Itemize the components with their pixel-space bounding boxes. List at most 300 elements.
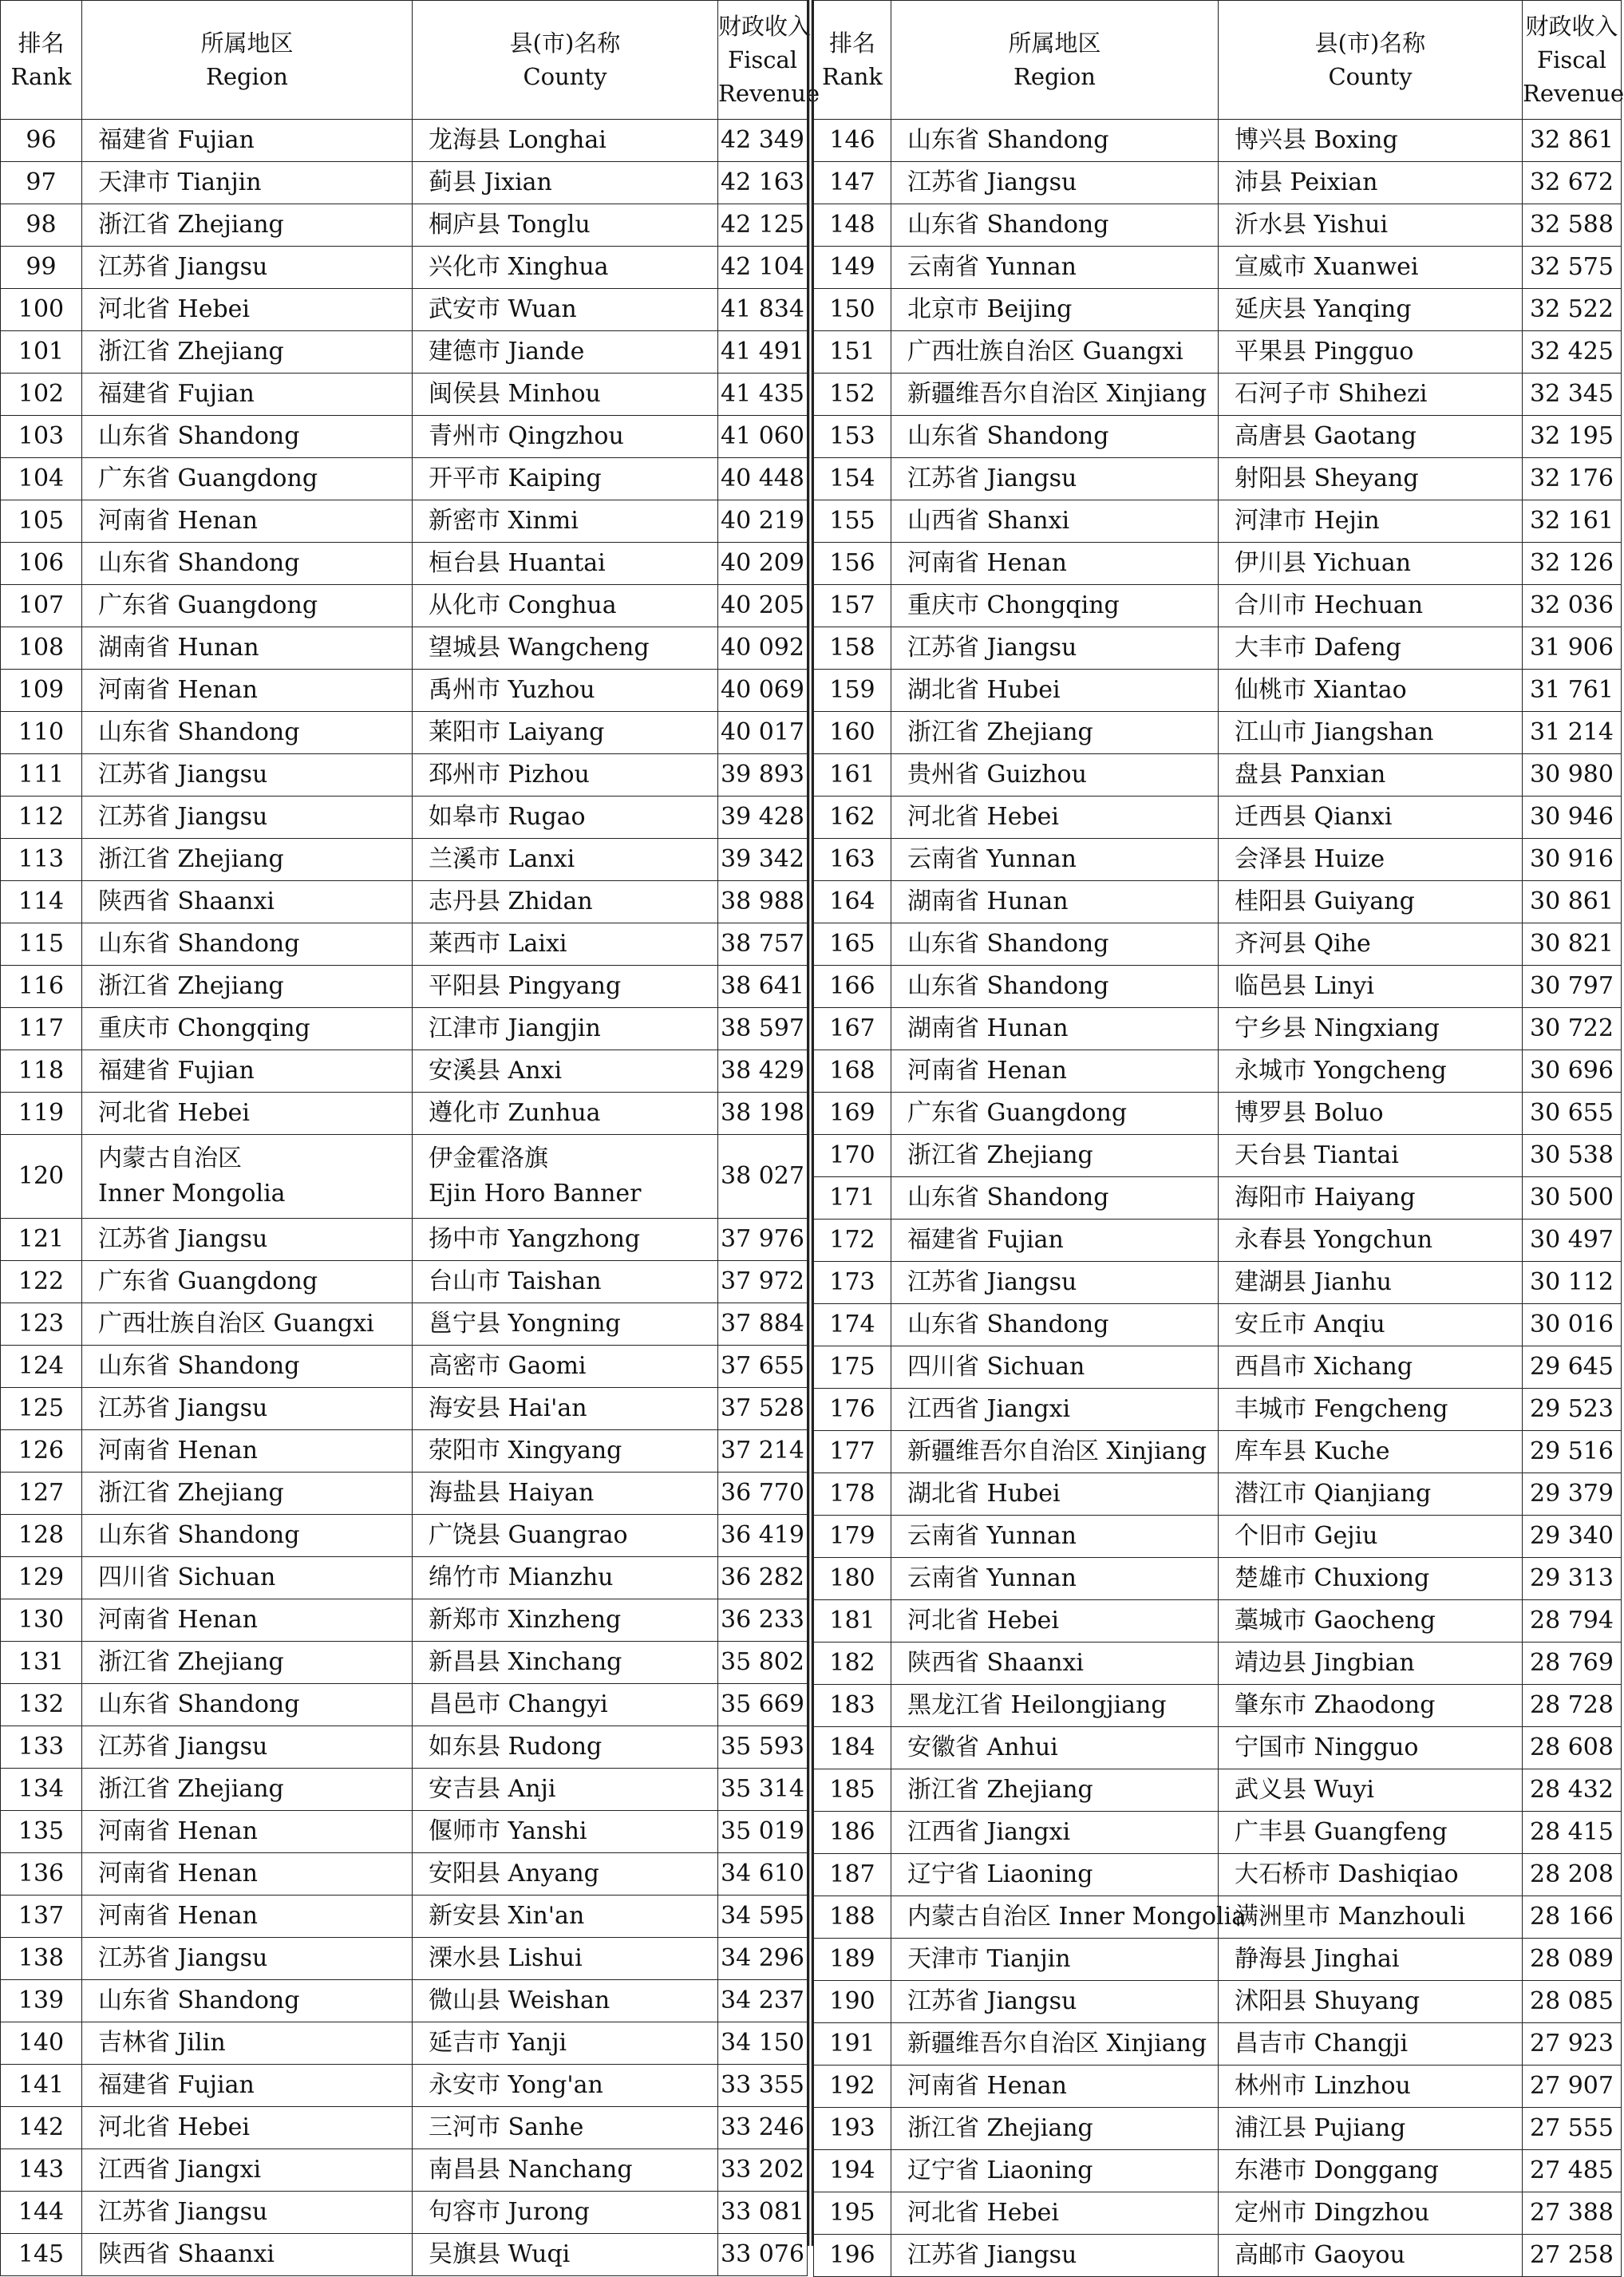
county-cell: 博兴县 Boxing — [1219, 120, 1523, 162]
rank-cell: 192 — [814, 2066, 891, 2108]
county-cell: 溧水县 Lishui — [413, 1938, 718, 1980]
rank-cell: 164 — [814, 881, 891, 923]
revenue-cell: 30 821 — [1523, 923, 1622, 966]
revenue-cell: 29 645 — [1523, 1346, 1622, 1389]
revenue-cell: 30 696 — [1523, 1050, 1622, 1093]
region-cell: 河南省 Henan — [82, 1430, 413, 1473]
county-cell: 南昌县 Nanchang — [413, 2149, 718, 2192]
revenue-cell: 30 497 — [1523, 1220, 1622, 1262]
county-cell: 高密市 Gaomi — [413, 1346, 718, 1388]
county-cell: 安吉县 Anji — [413, 1769, 718, 1811]
county-cell: 微山县 Weishan — [413, 1980, 718, 2022]
rank-cell: 120 — [1, 1135, 82, 1219]
revenue-cell: 28 415 — [1523, 1812, 1622, 1854]
county-cell: 遵化市 Zunhua — [413, 1093, 718, 1135]
revenue-cell: 38 597 — [718, 1008, 808, 1050]
revenue-cell: 33 076 — [718, 2234, 808, 2276]
region-cell: 重庆市 Chongqing — [82, 1008, 413, 1050]
revenue-cell: 36 770 — [718, 1473, 808, 1515]
revenue-cell: 41 491 — [718, 331, 808, 374]
county-cell: 莱西市 Laixi — [413, 923, 718, 966]
region-cell: 山东省 Shandong — [82, 416, 413, 458]
county-cell: 武义县 Wuyi — [1219, 1769, 1523, 1812]
rank-cell: 115 — [1, 923, 82, 966]
region-cell: 福建省 Fujian — [82, 374, 413, 416]
revenue-cell: 40 017 — [718, 712, 808, 754]
rank-cell: 140 — [1, 2022, 82, 2065]
rank-cell: 171 — [814, 1177, 891, 1220]
county-cell: 盘县 Panxian — [1219, 754, 1523, 797]
revenue-cell: 34 610 — [718, 1853, 808, 1896]
revenue-cell: 35 593 — [718, 1726, 808, 1769]
county-cell: 石河子市 Shihezi — [1219, 374, 1523, 416]
region-cell: 江苏省 Jiangsu — [891, 162, 1219, 204]
county-cell: 藁城市 Gaocheng — [1219, 1600, 1523, 1643]
rank-cell: 161 — [814, 754, 891, 797]
revenue-cell: 32 176 — [1523, 458, 1622, 500]
revenue-cell: 39 893 — [718, 754, 808, 797]
rank-cell: 169 — [814, 1093, 891, 1135]
region-cell: 吉林省 Jilin — [82, 2022, 413, 2065]
rank-cell: 145 — [1, 2234, 82, 2276]
revenue-cell: 27 258 — [1523, 2235, 1622, 2277]
county-cell: 三河市 Sanhe — [413, 2107, 718, 2149]
rank-cell: 182 — [814, 1643, 891, 1685]
revenue-cell: 32 161 — [1523, 500, 1622, 543]
rank-cell: 117 — [1, 1008, 82, 1050]
county-cell: 大丰市 Dafeng — [1219, 627, 1523, 670]
county-cell: 海盐县 Haiyan — [413, 1473, 718, 1515]
revenue-cell: 32 672 — [1523, 162, 1622, 204]
revenue-cell: 31 214 — [1523, 712, 1622, 754]
county-cell: 定州市 Dingzhou — [1219, 2192, 1523, 2235]
rank-cell: 174 — [814, 1304, 891, 1346]
region-cell: 浙江省 Zhejiang — [82, 839, 413, 881]
revenue-cell: 38 757 — [718, 923, 808, 966]
county-cell: 建湖县 Jianhu — [1219, 1262, 1523, 1304]
rank-cell: 147 — [814, 162, 891, 204]
rank-cell: 133 — [1, 1726, 82, 1769]
region-cell: 江苏省 Jiangsu — [82, 754, 413, 797]
county-cell: 广丰县 Guangfeng — [1219, 1812, 1523, 1854]
revenue-cell: 33 246 — [718, 2107, 808, 2149]
rank-cell: 166 — [814, 966, 891, 1008]
region-cell: 河北省 Hebei — [82, 1093, 413, 1135]
region-cell: 山东省 Shandong — [82, 1515, 413, 1557]
county-cell: 高邮市 Gaoyou — [1219, 2235, 1523, 2277]
revenue-cell: 36 419 — [718, 1515, 808, 1557]
rank-cell: 104 — [1, 458, 82, 500]
rank-cell: 156 — [814, 543, 891, 585]
revenue-cell: 40 205 — [718, 585, 808, 627]
rank-cell: 188 — [814, 1896, 891, 1939]
rank-cell: 181 — [814, 1600, 891, 1643]
rank-cell: 113 — [1, 839, 82, 881]
rank-cell: 165 — [814, 923, 891, 966]
region-cell: 浙江省 Zhejiang — [82, 1769, 413, 1811]
county-cell: 东港市 Donggang — [1219, 2150, 1523, 2192]
region-cell: 江西省 Jiangxi — [891, 1812, 1219, 1854]
county-cell: 武安市 Wuan — [413, 289, 718, 331]
rank-cell: 163 — [814, 839, 891, 881]
county-cell: 安阳县 Anyang — [413, 1853, 718, 1896]
revenue-cell: 27 907 — [1523, 2066, 1622, 2108]
rank-cell: 155 — [814, 500, 891, 543]
rank-cell: 118 — [1, 1050, 82, 1093]
rank-cell: 142 — [1, 2107, 82, 2149]
region-cell: 河北省 Hebei — [82, 289, 413, 331]
county-header: 县(市)名称 County — [413, 1, 718, 120]
revenue-cell: 27 555 — [1523, 2108, 1622, 2150]
county-cell: 安溪县 Anxi — [413, 1050, 718, 1093]
rank-cell: 168 — [814, 1050, 891, 1093]
county-cell: 闽侯县 Minhou — [413, 374, 718, 416]
county-cell: 桂阳县 Guiyang — [1219, 881, 1523, 923]
region-cell: 江苏省 Jiangsu — [82, 1388, 413, 1430]
revenue-cell: 28 166 — [1523, 1896, 1622, 1939]
rank-cell: 143 — [1, 2149, 82, 2192]
revenue-cell: 32 522 — [1523, 289, 1622, 331]
rank-cell: 177 — [814, 1431, 891, 1473]
rank-cell: 170 — [814, 1135, 891, 1177]
county-cell: 伊川县 Yichuan — [1219, 543, 1523, 585]
rank-cell: 122 — [1, 1261, 82, 1303]
county-cell: 海安县 Hai'an — [413, 1388, 718, 1430]
revenue-cell: 33 355 — [718, 2065, 808, 2107]
county-cell: 台山市 Taishan — [413, 1261, 718, 1303]
region-cell: 湖南省 Hunan — [891, 1008, 1219, 1050]
county-cell: 青州市 Qingzhou — [413, 416, 718, 458]
county-cell: 永春县 Yongchun — [1219, 1220, 1523, 1262]
rank-cell: 151 — [814, 331, 891, 374]
region-cell: 山东省 Shandong — [891, 1304, 1219, 1346]
region-cell: 山东省 Shandong — [82, 923, 413, 966]
region-cell: 云南省 Yunnan — [891, 1558, 1219, 1600]
region-cell: 湖北省 Hubei — [891, 670, 1219, 712]
revenue-cell: 32 588 — [1523, 204, 1622, 247]
rank-cell: 149 — [814, 247, 891, 289]
region-cell: 四川省 Sichuan — [891, 1346, 1219, 1389]
revenue-cell: 38 641 — [718, 966, 808, 1008]
revenue-cell: 38 988 — [718, 881, 808, 923]
revenue-cell: 42 104 — [718, 247, 808, 289]
revenue-cell: 40 092 — [718, 627, 808, 670]
revenue-cell: 35 802 — [718, 1642, 808, 1684]
county-en: Ejin Horo Banner — [429, 1180, 642, 1208]
region-cell: 河南省 Henan — [891, 2066, 1219, 2108]
revenue-cell: 39 428 — [718, 797, 808, 839]
county-cell: 绵竹市 Mianzhu — [413, 1557, 718, 1599]
region-cell: 湖北省 Hubei — [891, 1473, 1219, 1516]
region-cell: 重庆市 Chongqing — [891, 585, 1219, 627]
region-cell: 浙江省 Zhejiang — [891, 2108, 1219, 2150]
rank-cell: 99 — [1, 247, 82, 289]
county-cell: 平阳县 Pingyang — [413, 966, 718, 1008]
rank-header: 排名 Rank — [814, 1, 891, 120]
region-cell: 山东省 Shandong — [82, 1346, 413, 1388]
county-cell: 安丘市 Anqiu — [1219, 1304, 1523, 1346]
region-cell: 江苏省 Jiangsu — [891, 1262, 1219, 1304]
county-cell: 昌邑市 Changyi — [413, 1684, 718, 1726]
rank-cell: 150 — [814, 289, 891, 331]
revenue-cell: 31 906 — [1523, 627, 1622, 670]
county-cell: 肇东市 Zhaodong — [1219, 1685, 1523, 1727]
region-cell: 江苏省 Jiangsu — [891, 2235, 1219, 2277]
county-cell: 建德市 Jiande — [413, 331, 718, 374]
county-cell: 禹州市 Yuzhou — [413, 670, 718, 712]
revenue-header: 财政收入 Fiscal Revenue — [718, 1, 808, 120]
rank-cell: 195 — [814, 2192, 891, 2235]
rank-cell: 187 — [814, 1854, 891, 1896]
county-cell: 开平市 Kaiping — [413, 458, 718, 500]
county-cell: 延庆县 Yanqing — [1219, 289, 1523, 331]
revenue-cell: 28 208 — [1523, 1854, 1622, 1896]
county-cell: 如东县 Rudong — [413, 1726, 718, 1769]
rank-cell: 132 — [1, 1684, 82, 1726]
county-cell: 博罗县 Boluo — [1219, 1093, 1523, 1135]
revenue-cell: 37 528 — [718, 1388, 808, 1430]
rank-cell: 172 — [814, 1220, 891, 1262]
region-header: 所属地区 Region — [891, 1, 1219, 120]
region-cell: 江苏省 Jiangsu — [82, 1726, 413, 1769]
region-cell: 贵州省 Guizhou — [891, 754, 1219, 797]
region-cell: 河南省 Henan — [82, 670, 413, 712]
rank-cell: 107 — [1, 585, 82, 627]
rank-cell: 101 — [1, 331, 82, 374]
revenue-cell: 30 946 — [1523, 797, 1622, 839]
revenue-cell: 32 195 — [1523, 416, 1622, 458]
county-cell: 个旧市 Gejiu — [1219, 1516, 1523, 1558]
revenue-cell: 32 575 — [1523, 247, 1622, 289]
rank-cell: 191 — [814, 2023, 891, 2066]
region-cell: 内蒙古自治区 Inner Mongolia — [891, 1896, 1219, 1939]
region-cell: 江苏省 Jiangsu — [891, 458, 1219, 500]
rank-cell: 186 — [814, 1812, 891, 1854]
rank-cell: 105 — [1, 500, 82, 543]
county-cell: 从化市 Conghua — [413, 585, 718, 627]
region-cell: 云南省 Yunnan — [891, 1516, 1219, 1558]
county-cell: 兴化市 Xinghua — [413, 247, 718, 289]
county-cell: 龙海县 Longhai — [413, 120, 718, 162]
county-cell: 兰溪市 Lanxi — [413, 839, 718, 881]
revenue-cell: 40 219 — [718, 500, 808, 543]
rank-cell: 153 — [814, 416, 891, 458]
region-cell: 新疆维吾尔自治区 Xinjiang — [891, 374, 1219, 416]
region-cell: 湖南省 Hunan — [891, 881, 1219, 923]
revenue-cell: 42 349 — [718, 120, 808, 162]
region-cell: 江苏省 Jiangsu — [82, 2192, 413, 2234]
region-cell: 江苏省 Jiangsu — [82, 797, 413, 839]
revenue-cell: 42 163 — [718, 162, 808, 204]
rank-cell: 124 — [1, 1346, 82, 1388]
revenue-cell: 30 916 — [1523, 839, 1622, 881]
region-cell: 山东省 Shandong — [82, 543, 413, 585]
county-cell: 延吉市 Yanji — [413, 2022, 718, 2065]
region-cell: 福建省 Fujian — [82, 2065, 413, 2107]
county-cell: 新密市 Xinmi — [413, 500, 718, 543]
revenue-cell: 30 655 — [1523, 1093, 1622, 1135]
rank-cell: 167 — [814, 1008, 891, 1050]
revenue-cell: 28 089 — [1523, 1939, 1622, 1981]
county-cell: 丰城市 Fengcheng — [1219, 1389, 1523, 1431]
county-zh: 伊金霍洛旗 — [429, 1144, 548, 1172]
rank-cell: 175 — [814, 1346, 891, 1389]
revenue-cell: 30 500 — [1523, 1177, 1622, 1220]
region-cell: 浙江省 Zhejiang — [891, 712, 1219, 754]
rank-cell: 127 — [1, 1473, 82, 1515]
revenue-cell: 29 340 — [1523, 1516, 1622, 1558]
region-cell: 河北省 Hebei — [891, 2192, 1219, 2235]
county-cell: 静海县 Jinghai — [1219, 1939, 1523, 1981]
region-cell: 河北省 Hebei — [891, 1600, 1219, 1643]
region-cell: 江苏省 Jiangsu — [82, 247, 413, 289]
county-cell: 句容市 Jurong — [413, 2192, 718, 2234]
region-cell: 广东省 Guangdong — [82, 585, 413, 627]
revenue-cell: 27 388 — [1523, 2192, 1622, 2235]
region-cell: 山西省 Shanxi — [891, 500, 1219, 543]
revenue-header: 财政收入 Fiscal Revenue — [1523, 1, 1622, 120]
region-cell: 天津市 Tianjin — [82, 162, 413, 204]
revenue-cell: 35 669 — [718, 1684, 808, 1726]
revenue-cell: 37 214 — [718, 1430, 808, 1473]
county-cell: 林州市 Linzhou — [1219, 2066, 1523, 2108]
region-cell: 山东省 Shandong — [891, 416, 1219, 458]
rank-cell: 194 — [814, 2150, 891, 2192]
county-cell: 吴旗县 Wuqi — [413, 2234, 718, 2276]
rank-cell: 138 — [1, 1938, 82, 1980]
rank-cell: 176 — [814, 1389, 891, 1431]
county-cell: 蓟县 Jixian — [413, 162, 718, 204]
region-cell: 河南省 Henan — [891, 1050, 1219, 1093]
region-cell: 浙江省 Zhejiang — [82, 331, 413, 374]
revenue-cell: 38 429 — [718, 1050, 808, 1093]
county-cell: 望城县 Wangcheng — [413, 627, 718, 670]
rank-cell: 129 — [1, 1557, 82, 1599]
county-cell: 志丹县 Zhidan — [413, 881, 718, 923]
region-cell: 江苏省 Jiangsu — [891, 1981, 1219, 2023]
revenue-cell: 37 976 — [718, 1219, 808, 1261]
revenue-cell: 28 769 — [1523, 1643, 1622, 1685]
region-cell: 天津市 Tianjin — [891, 1939, 1219, 1981]
rank-cell: 114 — [1, 881, 82, 923]
county-cell: 宁乡县 Ningxiang — [1219, 1008, 1523, 1050]
rank-cell: 111 — [1, 754, 82, 797]
county-cell: 宁国市 Ningguo — [1219, 1727, 1523, 1769]
rank-cell: 137 — [1, 1896, 82, 1938]
county-header: 县(市)名称 County — [1219, 1, 1523, 120]
region-cell: 河南省 Henan — [82, 1811, 413, 1853]
region-cell: 广西壮族自治区 Guangxi — [891, 331, 1219, 374]
revenue-cell: 35 314 — [718, 1769, 808, 1811]
revenue-cell: 35 019 — [718, 1811, 808, 1853]
county-cell: 高唐县 Gaotang — [1219, 416, 1523, 458]
region-cell: 湖南省 Hunan — [82, 627, 413, 670]
revenue-cell: 32 126 — [1523, 543, 1622, 585]
county-cell: 楚雄市 Chuxiong — [1219, 1558, 1523, 1600]
region-header: 所属地区 Region — [82, 1, 413, 120]
county-cell: 库车县 Kuche — [1219, 1431, 1523, 1473]
county-cell: 桓台县 Huantai — [413, 543, 718, 585]
region-cell: 江西省 Jiangxi — [82, 2149, 413, 2192]
revenue-cell: 30 016 — [1523, 1304, 1622, 1346]
revenue-cell: 37 972 — [718, 1261, 808, 1303]
county-cell: 平果县 Pingguo — [1219, 331, 1523, 374]
region-cell: 河南省 Henan — [82, 500, 413, 543]
county-cell: 广饶县 Guangrao — [413, 1515, 718, 1557]
region-cell: 河南省 Henan — [82, 1599, 413, 1642]
rank-cell: 106 — [1, 543, 82, 585]
revenue-cell: 34 150 — [718, 2022, 808, 2065]
rank-cell: 159 — [814, 670, 891, 712]
region-cell: 福建省 Fujian — [82, 1050, 413, 1093]
region-cell: 安徽省 Anhui — [891, 1727, 1219, 1769]
rank-cell: 179 — [814, 1516, 891, 1558]
rank-cell: 162 — [814, 797, 891, 839]
county-cell: 沂水县 Yishui — [1219, 204, 1523, 247]
county-cell: 迁西县 Qianxi — [1219, 797, 1523, 839]
revenue-cell: 40 209 — [718, 543, 808, 585]
county-cell: 邳州市 Pizhou — [413, 754, 718, 797]
region-cell: 广西壮族自治区 Guangxi — [82, 1303, 413, 1346]
county-cell: 海阳市 Haiyang — [1219, 1177, 1523, 1220]
revenue-cell: 32 036 — [1523, 585, 1622, 627]
revenue-cell: 29 313 — [1523, 1558, 1622, 1600]
revenue-cell: 39 342 — [718, 839, 808, 881]
rank-cell: 108 — [1, 627, 82, 670]
rank-cell: 97 — [1, 162, 82, 204]
rank-cell: 139 — [1, 1980, 82, 2022]
region-cell: 山东省 Shandong — [82, 712, 413, 754]
rank-cell: 190 — [814, 1981, 891, 2023]
region-cell: 新疆维吾尔自治区 Xinjiang — [891, 2023, 1219, 2066]
county-cell: 宣威市 Xuanwei — [1219, 247, 1523, 289]
revenue-cell: 34 296 — [718, 1938, 808, 1980]
rank-header: 排名 Rank — [1, 1, 82, 120]
rank-cell: 130 — [1, 1599, 82, 1642]
county-cell: 永城市 Yongcheng — [1219, 1050, 1523, 1093]
revenue-cell: 41 060 — [718, 416, 808, 458]
county-cell: 偃师市 Yanshi — [413, 1811, 718, 1853]
rank-cell: 110 — [1, 712, 82, 754]
region-cell: 四川省 Sichuan — [82, 1557, 413, 1599]
rank-cell: 109 — [1, 670, 82, 712]
region-cell: 江苏省 Jiangsu — [82, 1938, 413, 1980]
revenue-cell: 38 027 — [718, 1135, 808, 1219]
rank-cell: 112 — [1, 797, 82, 839]
revenue-cell: 40 448 — [718, 458, 808, 500]
county-cell: 荥阳市 Xingyang — [413, 1430, 718, 1473]
revenue-cell: 29 516 — [1523, 1431, 1622, 1473]
region-cell: 辽宁省 Liaoning — [891, 1854, 1219, 1896]
rank-cell: 125 — [1, 1388, 82, 1430]
rank-cell: 116 — [1, 966, 82, 1008]
revenue-cell: 28 794 — [1523, 1600, 1622, 1643]
rank-cell: 193 — [814, 2108, 891, 2150]
revenue-cell: 30 797 — [1523, 966, 1622, 1008]
county-cell: 西昌市 Xichang — [1219, 1346, 1523, 1389]
rank-cell: 158 — [814, 627, 891, 670]
rank-cell: 100 — [1, 289, 82, 331]
county-cell: 大石桥市 Dashiqiao — [1219, 1854, 1523, 1896]
county-cell: 邕宁县 Yongning — [413, 1303, 718, 1346]
revenue-cell: 29 523 — [1523, 1389, 1622, 1431]
revenue-cell: 28 728 — [1523, 1685, 1622, 1727]
region-cell: 陕西省 Shaanxi — [82, 2234, 413, 2276]
region-cell: 江西省 Jiangxi — [891, 1389, 1219, 1431]
rank-cell: 183 — [814, 1685, 891, 1727]
rank-cell: 126 — [1, 1430, 82, 1473]
county-cell: 河津市 Hejin — [1219, 500, 1523, 543]
